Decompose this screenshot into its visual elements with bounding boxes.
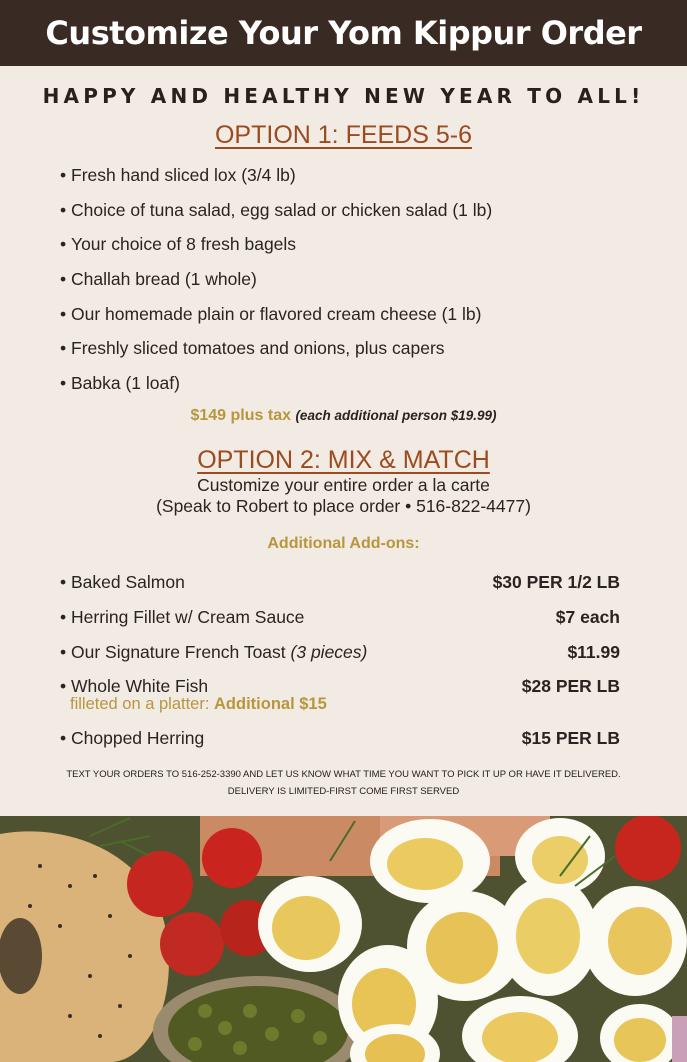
list-item: • Babka (1 loaf): [60, 373, 180, 394]
addon-name: • Chopped Herring: [60, 728, 205, 748]
option1-title: OPTION 1: FEEDS 5-6: [214, 121, 472, 149]
page-title: Customize Your Yom Kippur Order: [45, 14, 642, 52]
greeting-text: HAPPY AND HEALTHY NEW YEAR TO ALL!: [42, 84, 645, 108]
addon-name: • Our Signature French Toast (3 pieces): [60, 642, 368, 662]
option1-price: $149 plus tax: [190, 407, 291, 424]
food-photo: [0, 816, 687, 1062]
option2-contact: (Speak to Robert to place order • 516-822-4477): [156, 496, 531, 516]
addon-price: $30 PER 1/2 LB: [492, 572, 620, 592]
list-item: • Our homemade plain or flavored cream cheese (1 lb): [60, 303, 482, 324]
option2-title: OPTION 2: MIX & MATCH: [197, 446, 490, 474]
header-bar: [0, 0, 687, 66]
option1-price-line: [0, 407, 687, 425]
option1-price-note: (each additional person $19.99): [295, 408, 497, 423]
list-item: • Your choice of 8 fresh bagels: [60, 234, 297, 255]
list-item: • Fresh hand sliced lox (3/4 lb): [60, 165, 296, 185]
addon-name: • Whole White Fish: [60, 676, 209, 696]
list-item: • Challah bread (1 whole): [60, 269, 257, 290]
addon-price: $11.99: [567, 642, 620, 662]
addon-price: $28 PER LB: [521, 676, 620, 696]
option1-item-list: [60, 158, 492, 401]
delivery-notice: DELIVERY IS LIMITED-FIRST COME FIRST SERVED: [227, 786, 460, 797]
food-photo-illustration: [0, 816, 687, 1062]
addon-note: (3 pieces): [290, 642, 368, 662]
order-instructions: TEXT YOUR ORDERS TO 516-252-3390 AND LET US KNOW WHAT TIME YOU WANT TO PICK IT UP OR HAVE IT DELIVERED.: [66, 769, 621, 780]
list-item: • Freshly sliced tomatoes and onions, plus capers: [60, 338, 445, 359]
addon-name: • Herring Fillet w/ Cream Sauce: [60, 607, 305, 627]
addon-price: $15 PER LB: [521, 728, 620, 748]
addon-sub-price: Additional $15: [214, 695, 327, 713]
addon-price: $7 each: [555, 607, 620, 627]
addon-sub-option: filleted on a platter: Additional $15: [70, 695, 327, 713]
addons-heading: Additional Add-ons:: [267, 535, 420, 552]
list-item: • Choice of tuna salad, egg salad or chicken salad (1 lb): [60, 199, 493, 220]
option2-description: Customize your entire order a la carte: [197, 475, 490, 495]
addon-name: • Baked Salmon: [60, 572, 185, 592]
